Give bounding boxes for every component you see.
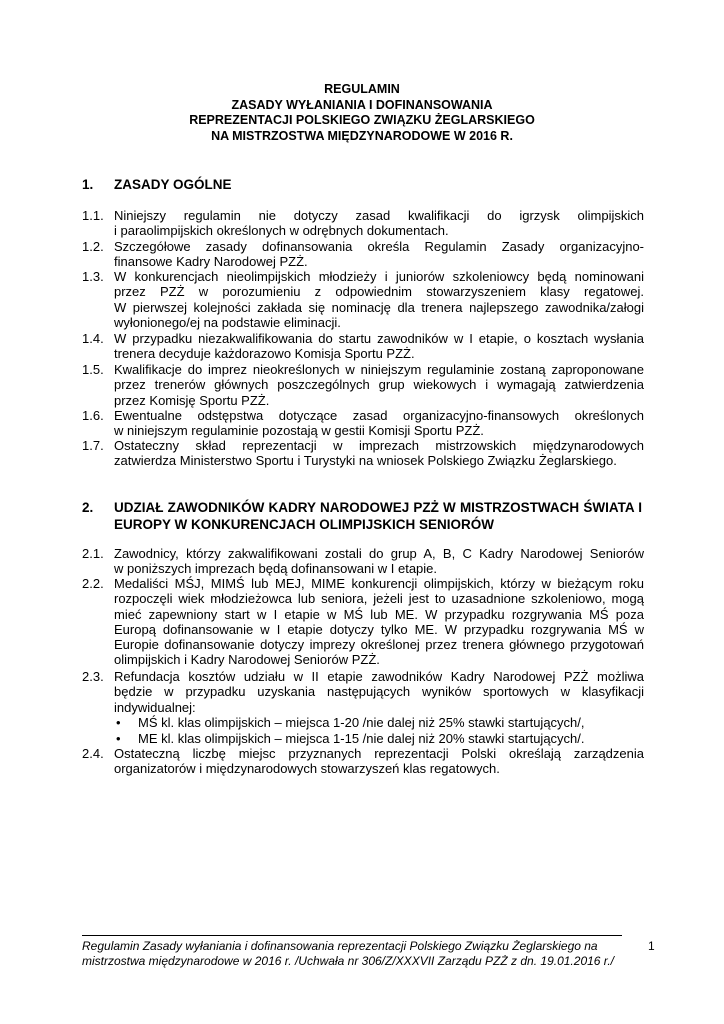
paragraph-number: 1.4. (82, 331, 104, 346)
paragraph-number: 1.3. (82, 269, 104, 284)
text-line: przez Komisję Sportu PZŻ. (114, 392, 270, 408)
text-line: wyłonionego/ej na podstawie eliminacji. (114, 314, 341, 330)
text-line: będzie w przypadku uzyskania następujących wyników sportowych w klasyfikacji (114, 684, 644, 700)
paragraph-1-3 (82, 269, 644, 330)
text-line: Ostateczną liczbę miejsc przyznanych reprezentacji Polski określają zarządzenia (114, 746, 644, 761)
paragraph-number: 1.7. (82, 438, 104, 453)
paragraph-number: 1.1. (82, 208, 104, 223)
section-title: ZASADY OGÓLNE (114, 177, 232, 192)
paragraph-1-7 (82, 438, 644, 469)
text-line: Medaliści MŚJ, MIMŚ lub MEJ, MIME konkurencji olimpijskich, którzy w bieżącym roku (114, 576, 644, 591)
section-number: 2. (82, 500, 94, 515)
text-line: organizatorów i międzynarodowych stowarzyszeń klas regatowych. (114, 761, 500, 777)
section-title-line: UDZIAŁ ZAWODNIKÓW KADRY NARODOWEJ PZŻ W MISTRZOSTWACH ŚWIATA I (114, 500, 642, 515)
text-line: W konkurencjach nieolimpijskich młodzieży i juniorów szkoleniowcy będą nominowani (114, 269, 644, 284)
paragraph-1-1 (82, 208, 644, 239)
page-footer (82, 939, 630, 969)
section-number: 1. (82, 177, 94, 192)
paragraph-number: 2.2. (82, 576, 104, 591)
text-line: W przypadku niezakwalifikowania do startu zawodników w I etapie, o kosztach wysłania (114, 331, 644, 346)
paragraph-number: 2.3. (82, 669, 104, 684)
title-line: REPREZENTACJI POLSKIEGO ZWIĄZKU ŻEGLARSKIEGO (189, 113, 535, 127)
paragraph-2-1 (82, 546, 644, 577)
footer-line: Regulamin Zasady wyłaniania i dofinansowania reprezentacji Polskiego Związku Żeglarskiego na (82, 939, 598, 953)
bullet-text: ME kl. klas olimpijskich – miejsca 1-15 /nie dalej niż 20% stawki startujących/. (138, 731, 585, 746)
paragraph-number: 1.5. (82, 362, 104, 377)
section-title-line: EUROPY W KONKURENCJACH OLIMPIJSKICH SENIORÓW (114, 517, 495, 532)
document-title (0, 82, 724, 144)
paragraph-1-5 (82, 362, 644, 408)
text-line: w niniejszym regulaminie pozostają w gestii Komisji Sportu PZŻ. (114, 423, 484, 439)
text-line: Europie dofinansowanie dotyczy imprezy określonej przez trenera głównego przygotowań (114, 637, 644, 653)
title-line: REGULAMIN (324, 82, 400, 96)
paragraph-1-4 (82, 331, 644, 362)
text-line: i paraolimpijskich określonych w odrębnych dokumentach. (114, 223, 449, 239)
text-line: W pierwszej kolejności zakłada się nominację dla trenera najlepszego zawodnika/załogi (114, 299, 644, 315)
text-line: Zawodnicy, którzy zakwalifikowani zostali do grup A, B, C Kadry Narodowej Seniorów (114, 546, 644, 561)
text-line: Europą dofinansowanie w I etapie dotyczy tylko ME. W przypadku rozgrywania MŚ w (114, 621, 644, 637)
paragraph-2-2 (82, 576, 644, 668)
paragraph-1-6 (82, 408, 644, 439)
text-line: zatwierdza Ministerstwo Sportu i Turystyki na wniosek Polskiego Związku Żeglarskiego. (114, 453, 617, 469)
text-line: przez PZŻ w porozumieniu z odpowiednim stowarzyszeniem klasy regatowej. (114, 284, 644, 300)
text-line: finansowe Kadry Narodowej PZŻ. (114, 254, 308, 270)
text-line: indywidualnej: (114, 699, 196, 715)
footer-line: mistrzostwa międzynarodowe w 2016 r. /Uchwała nr 306/Z/XXXVII Zarządu PZŻ z dn. 19.01.2016 r./ (82, 954, 615, 968)
footer-divider (82, 935, 622, 936)
page-number: 1 (648, 939, 655, 953)
paragraph-number: 1.6. (82, 408, 104, 423)
paragraph-number: 2.4. (82, 746, 104, 761)
text-line: mieć zapewniony start w I etapie w MŚ lub ME. W przypadku rozgrywania MŚ poza (114, 606, 644, 622)
paragraph-number: 1.2. (82, 239, 104, 254)
bullet-text: MŚ kl. klas olimpijskich – miejsca 1-20 /nie dalej niż 25% stawki startujących/, (138, 715, 585, 730)
text-line: Refundacja kosztów udziału w II etapie zawodników Kadry Narodowej PZŻ możliwa (114, 669, 644, 684)
text-line: olimpijskich i Kadry Narodowej Seniorów PZŻ. (114, 652, 380, 668)
title-line: NA MISTRZOSTWA MIĘDZYNARODOWE W 2016 R. (211, 128, 513, 143)
text-line: trenera decyduje każdorazowo Komisja Sportu PZŻ. (114, 346, 415, 362)
text-line: Ewentualne odstępstwa dotyczące zasad organizacyjno-finansowych określonych (114, 408, 644, 423)
paragraph-2-4 (82, 746, 644, 777)
paragraph-1-2 (82, 239, 644, 270)
text-line: Niniejszy regulamin nie dotyczy zasad kwalifikacji do igrzysk olimpijskich (114, 208, 644, 223)
bullet-icon: • (116, 731, 121, 746)
paragraph-number: 2.1. (82, 546, 104, 561)
text-line: Ostateczny skład reprezentacji w imprezach mistrzowskich międzynarodowych (114, 438, 644, 453)
text-line: rozpoczęli wiek młodzieżowca lub seniora, jeżeli jest to uzasadnione szkoleniowo, mogą (114, 591, 644, 607)
text-line: w poniższych imprezach będą dofinansowani w I etapie. (114, 561, 438, 577)
text-line: przez trenerów głównych poszczególnych grup wiekowych i wymagają zatwierdzenia (114, 377, 644, 393)
title-line: ZASADY WYŁANIANIA I DOFINANSOWANIA (231, 97, 493, 112)
paragraph-2-3 (82, 669, 644, 715)
bullet-icon: • (116, 715, 121, 730)
text-line: Szczegółowe zasady dofinansowania określa Regulamin Zasady organizacyjno- (114, 239, 644, 254)
text-line: Kwalifikacje do imprez nieokreślonych w niniejszym regulaminie zostaną zaproponowane (114, 362, 644, 377)
